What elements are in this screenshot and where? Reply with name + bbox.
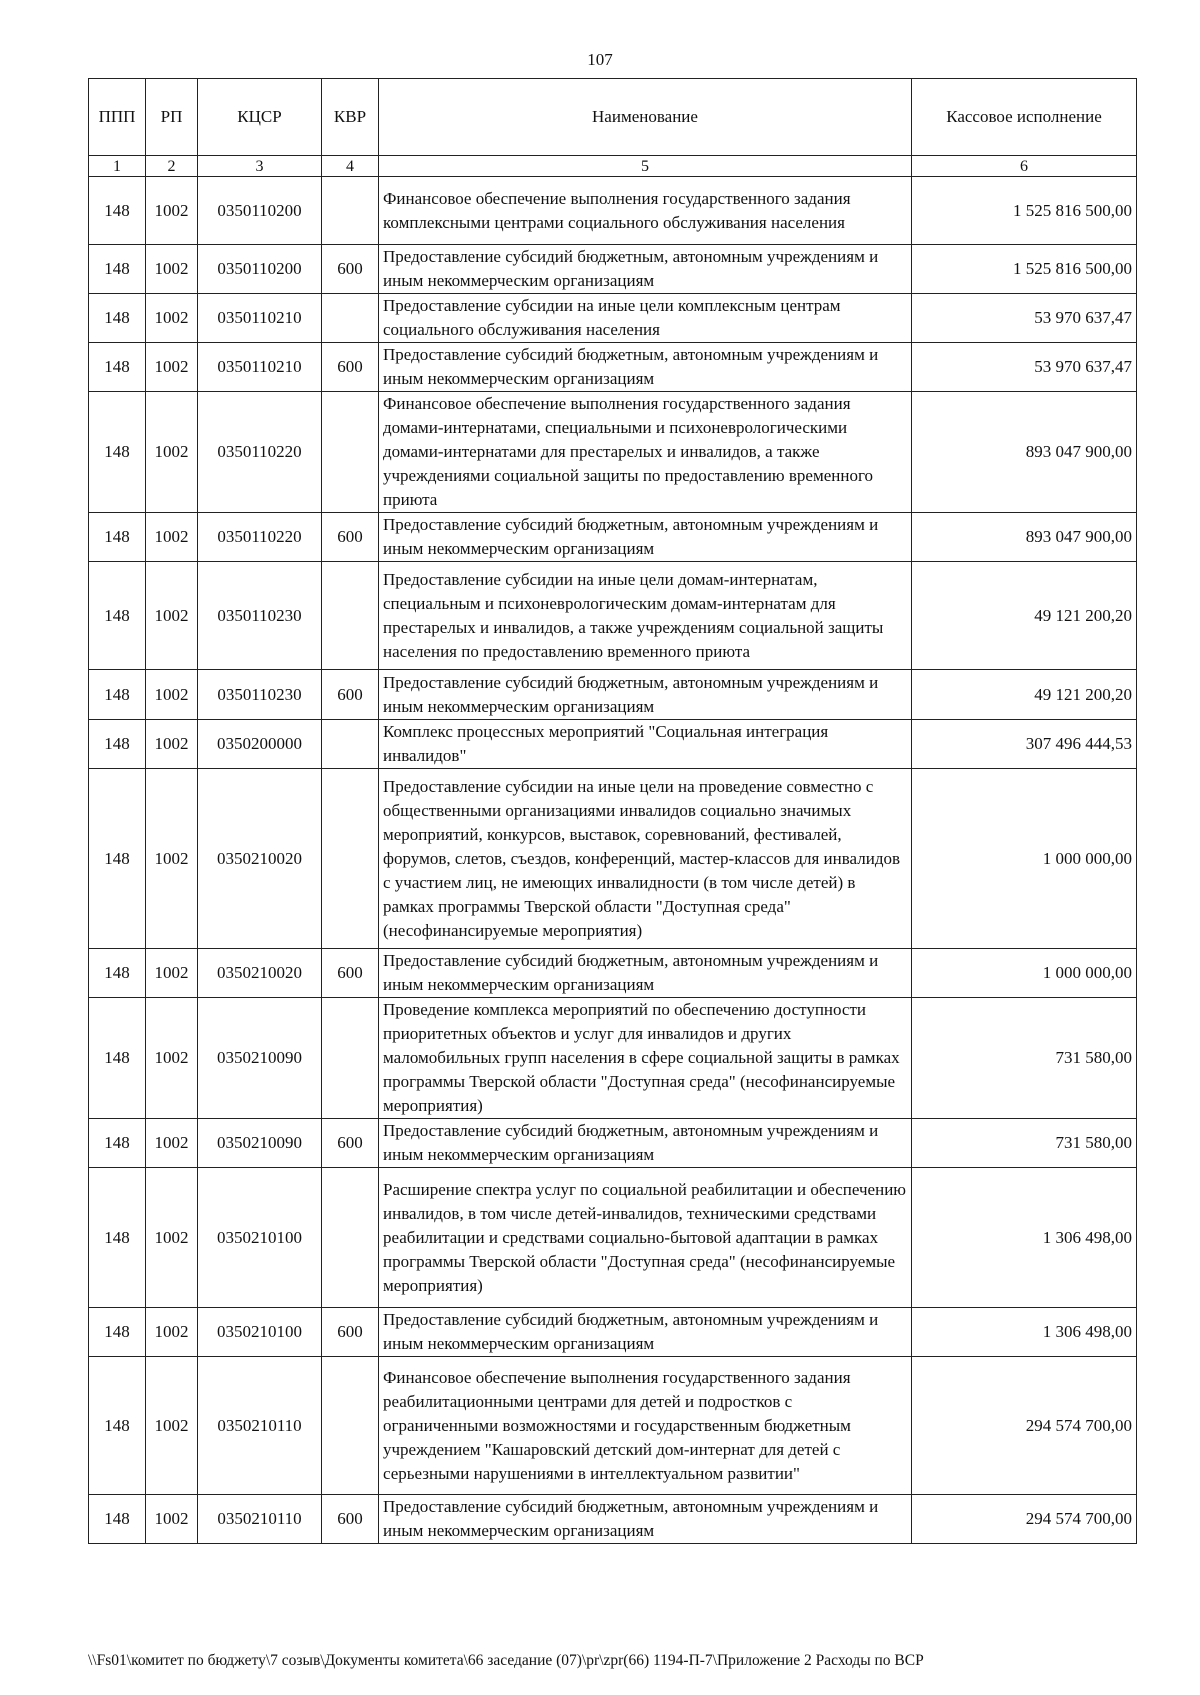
column-number-row: [89, 156, 1137, 177]
cell-ppp: 148: [89, 1119, 146, 1168]
cell-name: Расширение спектра услуг по социальной реабилитации и обеспечению инвалидов, в том числе детей-инвалидов, техническими средствами реабилитации и средствами социально-бытовой адаптации в рамках программы Тверской области "Доступная среда" (несофинансируемые мероприятия): [379, 1168, 912, 1308]
cell-rp: 1002: [146, 998, 198, 1119]
cell-kvr: [322, 1168, 379, 1308]
cell-rp: 1002: [146, 513, 198, 562]
cell-kvr: [322, 392, 379, 513]
cell-rp: 1002: [146, 343, 198, 392]
cell-name: Комплекс процессных мероприятий "Социальная интеграция инвалидов": [379, 720, 912, 769]
column-number: 2: [146, 156, 198, 177]
cell-kcsr: 0350200000: [198, 720, 322, 769]
cell-kvr: 600: [322, 1119, 379, 1168]
table-row: [89, 769, 1137, 949]
cell-ppp: 148: [89, 998, 146, 1119]
table-row: [89, 998, 1137, 1119]
table-row: [89, 1495, 1137, 1544]
cell-name: Предоставление субсидий бюджетным, автономным учреждениям и иным некоммерческим организациям: [379, 245, 912, 294]
cell-amount: 1 306 498,00: [912, 1308, 1137, 1357]
cell-rp: 1002: [146, 245, 198, 294]
header-rp: РП: [146, 79, 198, 156]
table-row: [89, 1357, 1137, 1495]
cell-kvr: 600: [322, 1308, 379, 1357]
cell-ppp: 148: [89, 177, 146, 245]
cell-ppp: 148: [89, 720, 146, 769]
cell-amount: 1 000 000,00: [912, 949, 1137, 998]
cell-name: Предоставление субсидий бюджетным, автономным учреждениям и иным некоммерческим организациям: [379, 670, 912, 720]
page-number: 107: [587, 50, 613, 69]
table-row: [89, 513, 1137, 562]
footer-file-path: \\Fs01\комитет по бюджету\7 созыв\Документы комитета\66 заседание (07)\pr\zpr(66) 1194-П-7\Приложение 2 Расходы по ВСР: [88, 1652, 924, 1669]
cell-amount: 1 306 498,00: [912, 1168, 1137, 1308]
header-kcsr: КЦСР: [198, 79, 322, 156]
cell-rp: 1002: [146, 720, 198, 769]
cell-name: Финансовое обеспечение выполнения государственного задания комплексными центрами социального обслуживания населения: [379, 177, 912, 245]
cell-rp: 1002: [146, 1495, 198, 1544]
cell-amount: 53 970 637,47: [912, 343, 1137, 392]
cell-kcsr: 0350210100: [198, 1168, 322, 1308]
cell-kvr: 600: [322, 670, 379, 720]
column-number: 6: [912, 156, 1137, 177]
cell-ppp: 148: [89, 1495, 146, 1544]
cell-kvr: 600: [322, 513, 379, 562]
cell-rp: 1002: [146, 1308, 198, 1357]
header-amount: Кассовое исполнение: [912, 79, 1137, 156]
cell-name: Предоставление субсидий бюджетным, автономным учреждениям и иным некоммерческим организациям: [379, 949, 912, 998]
cell-kcsr: 0350110210: [198, 294, 322, 343]
cell-ppp: 148: [89, 392, 146, 513]
header-name: Наименование: [379, 79, 912, 156]
cell-kcsr: 0350110210: [198, 343, 322, 392]
cell-kvr: 600: [322, 949, 379, 998]
table-row: [89, 562, 1137, 670]
cell-kcsr: 0350210110: [198, 1495, 322, 1544]
cell-name: Предоставление субсидии на иные цели домам-интернатам, специальным и психоневрологическим домам-интернатам для престарелых и инвалидов, а также учреждениям социальной защиты населения по предоставлению временного приюта: [379, 562, 912, 670]
cell-kvr: [322, 294, 379, 343]
cell-rp: 1002: [146, 949, 198, 998]
cell-kcsr: 0350210090: [198, 1119, 322, 1168]
cell-rp: 1002: [146, 392, 198, 513]
cell-kcsr: 0350110220: [198, 513, 322, 562]
cell-kvr: 600: [322, 343, 379, 392]
cell-kcsr: 0350210020: [198, 769, 322, 949]
cell-name: Предоставление субсидии на иные цели на проведение совместно с общественными организациями инвалидов социально значимых мероприятий, конкурсов, выставок, соревнований, фестивалей, форумов, слетов, съездов, конференций, мастер-классов для инвалидов с участием лиц, не имеющих инвалидности (в том числе детей) в рамках программы Тверской области "Доступная среда" (несофинансируемые мероприятия): [379, 769, 912, 949]
cell-kcsr: 0350110200: [198, 177, 322, 245]
column-number: 3: [198, 156, 322, 177]
cell-kcsr: 0350110230: [198, 670, 322, 720]
table-row: [89, 177, 1137, 245]
cell-amount: 1 000 000,00: [912, 769, 1137, 949]
cell-name: Финансовое обеспечение выполнения государственного задания реабилитационными центрами для детей и подростков с ограниченными возможностями и государственным бюджетным учреждением "Кашаровский детский дом-интернат для детей с серьезными нарушениями в интеллектуальном развитии": [379, 1357, 912, 1495]
cell-kcsr: 0350110230: [198, 562, 322, 670]
header-row: [89, 79, 1137, 156]
cell-ppp: 148: [89, 562, 146, 670]
header-kvr: КВР: [322, 79, 379, 156]
cell-kvr: 600: [322, 245, 379, 294]
cell-rp: 1002: [146, 177, 198, 245]
cell-rp: 1002: [146, 1357, 198, 1495]
cell-rp: 1002: [146, 1119, 198, 1168]
cell-amount: 731 580,00: [912, 998, 1137, 1119]
cell-kvr: [322, 998, 379, 1119]
cell-amount: 893 047 900,00: [912, 392, 1137, 513]
table-row: [89, 245, 1137, 294]
column-number: 5: [379, 156, 912, 177]
table-row: [89, 670, 1137, 720]
cell-ppp: 148: [89, 1308, 146, 1357]
table-row: [89, 343, 1137, 392]
cell-ppp: 148: [89, 343, 146, 392]
table-row: [89, 392, 1137, 513]
cell-kcsr: 0350210110: [198, 1357, 322, 1495]
cell-kvr: [322, 1357, 379, 1495]
cell-ppp: 148: [89, 1357, 146, 1495]
table-row: [89, 1168, 1137, 1308]
header-ppp: ППП: [89, 79, 146, 156]
cell-name: Проведение комплекса мероприятий по обеспечению доступности приоритетных объектов и услуг для инвалидов и других маломобильных групп населения в сфере социальной защиты в рамках программы Тверской области "Доступная среда" (несофинансируемые мероприятия): [379, 998, 912, 1119]
cell-rp: 1002: [146, 294, 198, 343]
cell-kvr: [322, 769, 379, 949]
column-number: 4: [322, 156, 379, 177]
cell-amount: 294 574 700,00: [912, 1495, 1137, 1544]
cell-name: Предоставление субсидий бюджетным, автономным учреждениям и иным некоммерческим организациям: [379, 513, 912, 562]
cell-rp: 1002: [146, 670, 198, 720]
table-row: [89, 949, 1137, 998]
table-row: [89, 294, 1137, 343]
cell-kcsr: 0350210020: [198, 949, 322, 998]
cell-rp: 1002: [146, 769, 198, 949]
table-row: [89, 720, 1137, 769]
cell-kcsr: 0350110200: [198, 245, 322, 294]
cell-kvr: [322, 177, 379, 245]
cell-name: Финансовое обеспечение выполнения государственного задания домами-интернатами, специальными и психоневрологическими домами-интернатами для престарелых и инвалидов, а также учреждениями социальной защиты по предоставлению временного приюта: [379, 392, 912, 513]
cell-amount: 49 121 200,20: [912, 670, 1137, 720]
cell-ppp: 148: [89, 670, 146, 720]
cell-ppp: 148: [89, 949, 146, 998]
table-row: [89, 1119, 1137, 1168]
cell-ppp: 148: [89, 294, 146, 343]
cell-ppp: 148: [89, 245, 146, 294]
cell-kcsr: 0350110220: [198, 392, 322, 513]
cell-amount: 731 580,00: [912, 1119, 1137, 1168]
cell-name: Предоставление субсидий бюджетным, автономным учреждениям и иным некоммерческим организациям: [379, 1308, 912, 1357]
cell-name: Предоставление субсидии на иные цели комплексным центрам социального обслуживания населения: [379, 294, 912, 343]
table-row: [89, 1308, 1137, 1357]
cell-amount: 893 047 900,00: [912, 513, 1137, 562]
cell-kvr: [322, 720, 379, 769]
cell-amount: 1 525 816 500,00: [912, 245, 1137, 294]
cell-kcsr: 0350210100: [198, 1308, 322, 1357]
cell-name: Предоставление субсидий бюджетным, автономным учреждениям и иным некоммерческим организациям: [379, 1495, 912, 1544]
cell-amount: 49 121 200,20: [912, 562, 1137, 670]
cell-rp: 1002: [146, 562, 198, 670]
budget-table: [88, 78, 1137, 1544]
cell-kvr: 600: [322, 1495, 379, 1544]
cell-rp: 1002: [146, 1168, 198, 1308]
cell-ppp: 148: [89, 769, 146, 949]
cell-name: Предоставление субсидий бюджетным, автономным учреждениям и иным некоммерческим организациям: [379, 1119, 912, 1168]
cell-amount: 307 496 444,53: [912, 720, 1137, 769]
column-number: 1: [89, 156, 146, 177]
cell-amount: 294 574 700,00: [912, 1357, 1137, 1495]
cell-ppp: 148: [89, 1168, 146, 1308]
cell-amount: 53 970 637,47: [912, 294, 1137, 343]
cell-kvr: [322, 562, 379, 670]
cell-name: Предоставление субсидий бюджетным, автономным учреждениям и иным некоммерческим организациям: [379, 343, 912, 392]
cell-amount: 1 525 816 500,00: [912, 177, 1137, 245]
cell-ppp: 148: [89, 513, 146, 562]
cell-kcsr: 0350210090: [198, 998, 322, 1119]
